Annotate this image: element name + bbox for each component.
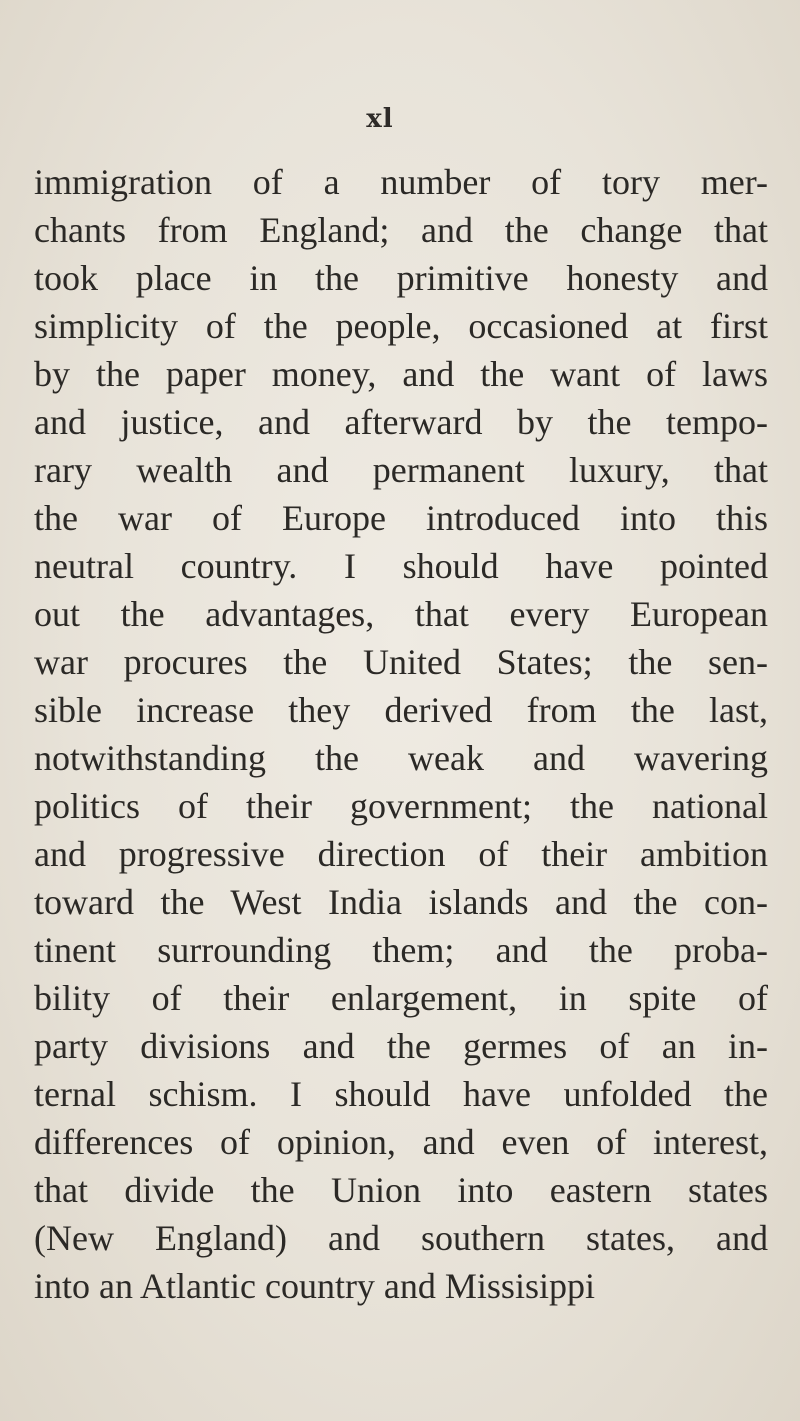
text-line: politics of their government; the national [34,786,768,826]
text-line: immigration of a number of tory mer- [34,162,768,202]
text-line: party divisions and the germes of an in- [34,1026,768,1066]
text-line: toward the West India islands and the con- [34,882,768,922]
text-line: the war of Europe introduced into this [34,498,768,538]
text-line: and justice, and afterward by the tempo- [34,402,768,442]
text-line: simplicity of the people, occasioned at first [34,306,768,346]
page-number: xl [366,104,394,134]
text-line: (New England) and southern states, and [34,1218,768,1258]
text-line: and progressive direction of their ambition [34,834,768,874]
text-line: rary wealth and permanent luxury, that [34,450,768,490]
text-line: tinent surrounding them; and the proba- [34,930,768,970]
text-line: into an Atlantic country and Missisippi [34,1266,595,1306]
text-line: differences of opinion, and even of interest, [34,1122,768,1162]
text-line: sible increase they derived from the last, [34,690,768,730]
text-line: out the advantages, that every European [34,594,768,634]
text-line: chants from England; and the change that [34,210,768,250]
text-line: by the paper money, and the want of laws [34,354,768,394]
text-line: bility of their enlargement, in spite of [34,978,768,1018]
text-line: that divide the Union into eastern states [34,1170,768,1210]
text-line: neutral country. I should have pointed [34,546,768,586]
text-line: war procures the United States; the sen- [34,642,768,682]
text-line: took place in the primitive honesty and [34,258,768,298]
text-line: ternal schism. I should have unfolded the [34,1074,768,1114]
text-line: notwithstanding the weak and wavering [34,738,768,778]
